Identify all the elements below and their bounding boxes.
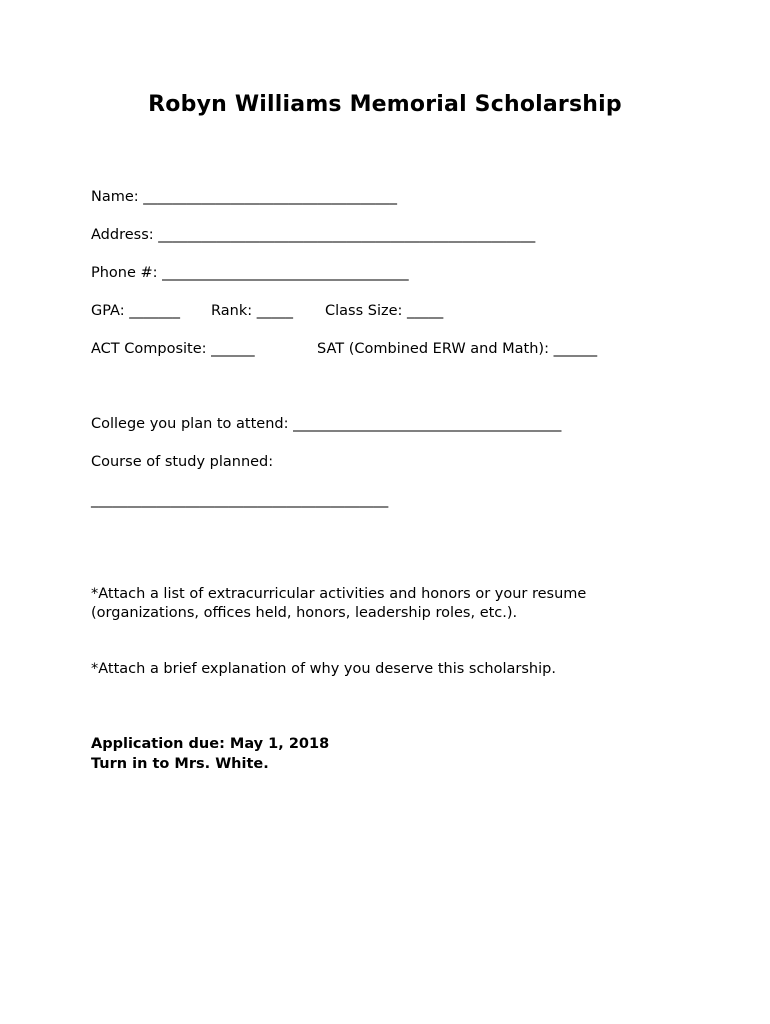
rank-field: Rank: _____ [211, 303, 293, 319]
course-of-study-label: Course of study planned: [91, 454, 274, 470]
college-field: College you plan to attend: _____________________________________ [91, 416, 562, 432]
turn-in-note: Turn in to Mrs. White. [91, 756, 269, 772]
sat-field: SAT (Combined ERW and Math): ______ [317, 341, 598, 357]
class-size-field: Class Size: _____ [325, 303, 444, 319]
page-title: Robyn Williams Memorial Scholarship [148, 92, 622, 117]
name-field: Name: ___________________________________ [91, 189, 398, 205]
gpa-field: GPA: _______ [91, 303, 180, 319]
attach-explanation: *Attach a brief explanation of why you deserve this scholarship. [91, 661, 556, 677]
act-composite-field: ACT Composite: ______ [91, 341, 255, 357]
address-field: Address: ____________________________________________________ [91, 227, 536, 243]
application-due: Application due: May 1, 2018 [91, 736, 330, 752]
course-of-study-blank: _________________________________________ [91, 492, 389, 508]
attach-activities-line-1: *Attach a list of extracurricular activities and honors or your resume [91, 586, 587, 602]
attach-activities-line-2: (organizations, offices held, honors, leadership roles, etc.). [91, 605, 518, 621]
phone-field: Phone #: __________________________________ [91, 265, 409, 281]
